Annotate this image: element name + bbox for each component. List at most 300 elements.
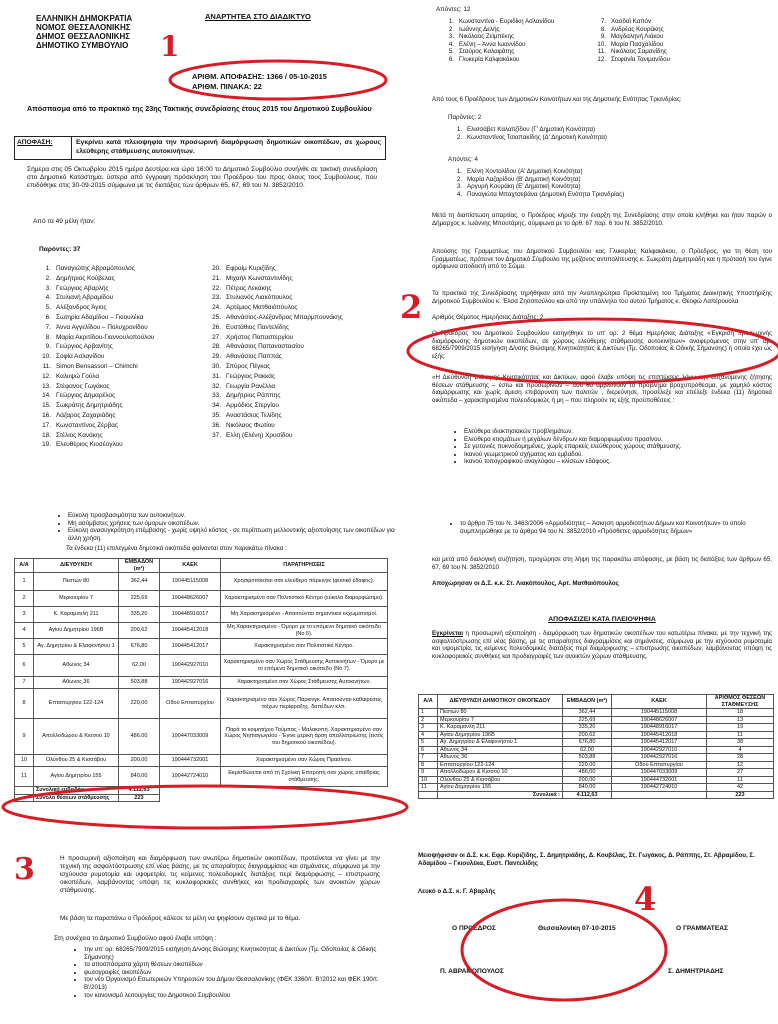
list-text: Ελευθέριος Κιοσέογλου [56,441,123,449]
present-member [203,303,403,313]
table-cell: 335,20 [119,607,160,623]
list-number: 5. [45,304,51,312]
present-member [203,372,403,382]
considered-bullet: • τα αποσπάσματα χάρτη θέσεων οικοπέδων [84,961,394,969]
table-row [419,709,774,717]
table-row [419,769,774,777]
table-cell: 42 [707,784,774,792]
abstain-note: Αποχώρησαν οι Δ.Σ. κ.κ. Στ. Λιακόπουλος, Αρτ. Ματθαιόπουλος [432,580,619,587]
header-line: ΔΗΜΟΣ ΘΕΣΣΑΛΟΝΙΚΗΣ [36,32,131,41]
secretary-title: Ο ΓΡΑΜΜΑΤΕΑΣ [676,925,728,932]
list-number: 36. [212,421,221,429]
list-number: 29. [212,353,221,361]
considered-bullets [70,946,394,999]
table-header: Α/Α [419,695,438,709]
list-text: Γεώργιος Αρβανίτης [56,343,113,351]
table-header: ΚΑΕΚ [160,559,221,573]
list-number: 3. [456,183,462,191]
present-member [203,274,403,284]
list-text: Γεώργιος Δημαρέλος [56,392,116,400]
considered-bullet: • φωτογραφίες οικοπέδων [84,969,394,977]
chair-absent [448,191,768,199]
list-number: 15. [42,402,51,410]
absent-member [592,41,762,49]
list-text: Νικόλαος Φωτίου [226,421,275,429]
paragraph-secretary: Απούσης της Γραμματέως του Δημοτικού Συμβουλίου κας Γλυκερίας Καλφακάκου, ο Πρόεδρος, για τη θέση του Γραμματέως, πρότεινε τον Δημοτικό Σύμβουλο της μείζονος αντιπολίτευσης κ. Σωκράτη Δημητριάδη και η πρότασή του έγινε ομόφωνα αποδεκτή από το Σώμα. [432,248,772,271]
chair-absent [448,168,768,176]
table-row [419,754,774,762]
table-cell: 190442724010 [160,767,221,787]
header-line: ΝΟΜΟΣ ΘΕΣΣΑΛΟΝΙΚΗΣ [36,23,131,32]
table-header: ΑΡΙΘΜΟΣ ΘΕΣΕΩΝ ΣΤΑΘΜΕΥΣΗΣ [707,695,774,709]
present-member [203,431,403,441]
criteria-bullet: • Μη ασύμβατες χρήσεις των όμορων οικοπέδων. [68,520,398,528]
present-member [203,352,403,362]
annotation-number-1: 1 [160,30,180,63]
table-row [419,724,774,732]
list-number: 14. [42,392,51,400]
paragraph-vote: Με βάση τα παραπάνω ο Πρόεδρος κάλεσε τα μέλη να ψηφίσουν σχετικά με το θέμα. [60,915,301,922]
table-cell: 8 [15,689,34,719]
criteria-bullets [54,512,398,542]
table-cell: Αγίου Δημητρίου 196Β [438,731,563,739]
list-number: 4. [456,190,462,198]
absent-member [592,18,762,26]
table-cell: Οδού Επταπυργίου [160,689,221,719]
list-text: Δημήτριος Κούβελας [56,274,115,282]
president-name: Π. ΑΒΡΑΜΟΠΟΥΛΟΣ [440,968,504,975]
table-row [419,716,774,724]
list-text: Μαρία Λαζαρίδου (Β' Δημοτική Κοινότητα) [467,175,581,183]
table-cell: 11 [15,767,34,787]
list-text: Χρήστος Παπαστεργίου [226,333,294,341]
list-text: Λάζαρος Ζαχαριάδης [56,411,116,419]
decision-no: ΑΡΙΘΜ. ΑΠΟΦΑΣΗΣ: 1366 / 05-10-2015 [192,72,327,81]
present-member [203,401,403,411]
list-text: Σοφία Ασλανίδου [56,353,105,361]
list-number: 5. [448,48,454,56]
list-text: Κωνσταντίνος Ζέρβας [56,421,119,429]
criteria-bullet: • Εύκολη ανασυγκρότηση επέμβασης - χωρίς υψηλό κόστος - σε περίπτωση μελλοντικής αξιοποίησης των οικοπέδων για άλλη χρήση. [68,527,398,542]
table-cell: 190445412017 [612,739,707,747]
list-number: 7. [45,323,51,331]
table-cell: 8 [419,761,438,769]
plots-table-1 [14,558,388,802]
table-cell: Μερκουρίου 7 [34,591,119,607]
list-number: 1. [45,265,51,272]
criteria-bullet: • Εύκολη προσβασιμότητα των αυτοκινήτων. [68,512,398,520]
table-cell: 11 [707,731,774,739]
table-header: ΕΜΒΑΔΟΝ (m²) [563,695,612,709]
list-text: Αναστάσιος Τελίδης [226,411,282,419]
list-number: 24. [212,304,221,312]
present-member [33,274,223,284]
table-cell: Απολλοδώρου & Κισσού 10 [438,769,563,777]
list-text: Μαρία Πασχαλίδου [611,40,664,48]
plots-table-2 [418,694,774,799]
list-text: Ιωάννης Δελής [459,25,500,33]
absent-list-col2 [592,18,762,64]
requirement-bullet: • Ικανού τοπογραφικού αναγλύφου – κλίσεων εδάφους. [464,458,778,466]
list-text: Στέφανος Γωγάκος [56,382,110,390]
total-places: 223 [707,791,774,799]
table-row [15,573,388,591]
list-number: 2. [456,133,462,141]
list-number: 30. [212,362,221,370]
table-cell: 200,00 [563,776,612,784]
list-number: 9. [600,33,606,41]
present-member [33,333,223,343]
table-no: ΑΡΙΘΜ. ΠΙΝΑΚΑ: 22 [192,82,262,91]
table-cell: 362,44 [119,573,160,591]
present-member [203,362,403,372]
list-number: 27. [212,333,221,341]
table-row [15,677,388,689]
table-cell: Αγίου Δημητρίου 196Β [34,623,119,639]
list-number: 11. [42,362,51,370]
table-header: ΔΙΕΥΘΥΝΣΗ ΔΗΜΟΤΙΚΟΥ ΟΙΚΟΠΕΔΟΥ [438,695,563,709]
table-cell: 190448916017 [612,724,707,732]
table-cell: 190442724010 [612,784,707,792]
annotation-number-4: 4 [634,880,657,918]
table-cell: 190447033009 [160,719,221,755]
decision-lead: Εγκρίνεται [432,630,464,637]
list-number: 4. [448,40,454,48]
list-text: Κωνσταντίνος Τσιαπακίδης (Δ' Δημοτική Κοινότητα) [467,133,607,141]
dissent-note: Μειοψήφισαν οι Δ.Σ. κ.κ. Εφρ. Κυριζίδης, Σ. Δημητριάδης, Δ. Κουβέλας, Στ. Γωγάκος, Δ. Ράππης, Στ. Αβραμίδου, Σ. Αδαμίδου – Γκιουλέκα, Ευστ. Παντελίδης [418,852,755,867]
list-text: Αργυρή Κουράκη (Ε' Δημοτική Κοινότητα) [467,183,581,191]
list-number: 2. [448,25,454,33]
chairs-absent-label: Απόντες: 4 [448,156,478,163]
present-member [33,372,223,382]
requirement-bullets [450,428,778,466]
table-cell: Μερκουρίου 7 [438,716,563,724]
list-text: Πέτρος Λεκάκης [226,284,272,292]
decision-label: ΑΠΟΦΑΣΗ: [15,137,72,159]
table-cell: 7 [419,754,438,762]
table-cell: 5 [419,739,438,747]
considered-bullet: • τον κανονισμό λειτουργίας του Δημοτικού Συμβουλίου [84,992,394,1000]
chair-absent [448,176,768,184]
table-cell: Χαρακτηρισμένο σαν Χώρος Στάθμευσης Αυτοκινήτων. [221,677,388,689]
table-row [15,623,388,639]
list-text: Εφραίμ Κυριζίδης [226,265,276,272]
list-number: 1. [456,126,462,133]
absent-member [592,33,762,41]
table-cell: Χαρακτηρισμένο σαν Χώρος Πρασίνου. [221,755,388,767]
present-member [33,382,223,392]
present-member [33,431,223,441]
total-places-value: 223 [119,794,160,802]
list-number: 37. [212,431,221,439]
table-header: ΚΑΕΚ [612,695,707,709]
list-text: Γεώργιος Ρακκάς [226,372,276,380]
list-text: Ανδρέας Κουράκης [611,25,664,33]
table-cell: Κ. Καραμανλή 211 [438,724,563,732]
list-number: 19. [42,441,51,449]
agenda-item-number: Αριθμός Θέματος Ημερήσιας Διάταξης: 2 [432,314,544,321]
list-text: Σταύρος Καλαφάτης [459,48,515,56]
decision-summary-box [14,136,386,160]
table-cell: Χρησιμοποιείται σαν ελεύθερο πάρκινγκ (φυσικό έδαφος). [221,573,388,591]
table-cell: 190444732001 [160,755,221,767]
table-cell: 7 [15,677,34,689]
list-text: Ελλη (Ελένη) Χρυσίδου [226,431,293,439]
list-number: 20. [212,265,221,272]
table-cell: Αγίου Δημητρίου 155 [34,767,119,787]
list-text: Ελένη Χοντολίδου (Α' Δημοτική Κοινότητα) [467,168,583,175]
present-member [203,421,403,431]
decision-summary-text: Εγκρίνει κατά πλειοψηφία την προσωρινή διαμόρφωση δημοτικών οικοπέδων, σε χώρους ελεύθερης στάθμευσης αυτοκινήτων. [76,139,381,155]
table-cell: 10 [419,776,438,784]
table-cell: 190444732001 [612,776,707,784]
list-number: 9. [45,343,51,351]
present-member [33,352,223,362]
present-member [203,382,403,392]
present-member [203,284,403,294]
table-cell: Απολλοδώρου & Κισσού 10 [34,719,119,755]
table-cell: 38 [707,739,774,747]
table-cell: 190445115008 [612,709,707,717]
table-header: ΕΜΒΑΔΟΝ (m²) [119,559,160,573]
requirement-bullet: • Σε γειτονιές πυκνοδομημένες, χωρίς επαρκείς ελεύθερους χώρους στάθμευσης. [464,443,778,451]
decision-number [192,72,327,92]
table-cell: 12 [707,761,774,769]
list-number: 6. [448,55,454,63]
chairs-present-label: Παρόντες: 2 [448,114,482,121]
list-number: 4. [45,294,51,302]
table-cell: 200,62 [563,731,612,739]
table-cell: 190448916017 [160,607,221,623]
present-member [203,293,403,303]
table-cell: 5 [15,639,34,655]
present-member [203,391,403,401]
present-member [33,342,223,352]
table-row [15,755,388,767]
list-number: 8. [45,333,51,341]
table-cell: 4 [15,623,34,639]
absent-member [440,48,610,56]
law-bullet-list [446,520,778,535]
chairs-intro: Από τους 6 Προέδρους των Δημοτικών Κοινοτήτων και της Δημοτικής Ενότητας Τριανδρίας: [432,96,682,103]
table-cell: Χαρακτηρισμένο σαν Πολιτιστικό Κέντρο (εύκολα διαμορφώσιμο). [221,591,388,607]
table-cell: 2 [15,591,34,607]
header-line: ΔΗΜΟΤΙΚΟ ΣΥΜΒΟΥΛΙΟ [36,41,129,50]
table-cell: 486,00 [563,769,612,777]
table-cell: 200,00 [119,755,160,767]
absent-member [440,18,610,26]
list-text: Σπύρος Πέγκας [226,362,271,370]
blank-vote-note: Λευκό ο Δ.Σ. κ. Γ. Αβαρλής [418,888,496,895]
paragraph-paving: Η προσωρινή αξιοποίηση και διαμόρφωση των ανωτέρω δημοτικών οικοπέδων, προτείνεται να γίνει με την τεχνική της ασφαλτόστρωσης επί νέας βάσης, με τις απαραίτητες διαγραμμίσεις και σημάνσεις, σύμφωνα με την ισχύουσα ρυμοτομία και υψομετρία, τις κείμενες πολεοδομικές διατάξεις περί διαμόρφωσης – επιστρωσης οικοπέδων, λαμβάνοντας υπόψη τις κυκλοφοριακές συνθήκες και προδιαγραφές των ανοικτών χώρων στάθμευσης. [60,855,380,894]
absent-member [592,48,762,56]
table-cell: 6 [15,655,34,677]
list-text: Σωτηρία Αδαμίδου – Γκιουλέκα [56,313,144,321]
table-row [419,761,774,769]
list-number: 11. [597,48,606,56]
present-member [33,293,223,303]
list-text: Αθανάσιος Παπαναστασίου [226,343,304,351]
list-number: 35. [212,411,221,419]
list-text: Αρτέμιος Ματθαιόπουλος [226,304,298,312]
table-row [15,639,388,655]
table-cell: Χαρακτηρισμένο σαν Χώρος Πάρκινγκ. Απαιτούνται καθαιρέσεις τοίχων περίφραξης, δαπέδων κλπ. [221,689,388,719]
list-number: 3. [448,33,454,41]
table-header: Α/Α [15,559,34,573]
table-cell: 190445412018 [612,731,707,739]
list-number: 10. [42,353,51,361]
chairs-present-list [448,126,768,141]
considered-bullet: • την υπ' αρ. 68265/7909/2015 εισήγηση Δ/νσης Βιώσιμης Κινητικότητας & Δικτύων (Τμ. Οδοποιίας & Οδικής Σήμανσης) [84,946,394,961]
table-cell: 3 [15,607,34,623]
total-label: Συνολικά : [438,791,563,799]
header-line: ΕΛΛΗΝΙΚΗ ΔΗΜΟΚΡΑΤΙΑ [36,14,133,23]
table-cell: 190442927016 [612,754,707,762]
list-text: Μαγδαληνή Λιάκου [611,33,664,41]
table-row [15,591,388,607]
list-number: 25. [212,313,221,321]
list-text: Simon Bensasson – Chimchi [56,362,138,370]
issuer-header [36,14,211,50]
list-number: 3. [45,284,51,292]
secretary-name: Σ. ΔΗΜΗΤΡΙΑΔΗΣ [668,968,724,975]
list-number: 16. [42,411,51,419]
present-member [33,362,223,372]
table-row [419,776,774,784]
list-text: Γεωργία Ρανέλλα [226,382,276,390]
present-member [203,313,403,323]
session-intro: Σήμερα στις 05 Οκτωβρίου 2015 ημέρα Δευτέρα και ώρα 16:00 το Δημοτικό Συμβούλιο συνήλθε σε τακτική συνεδρίαση στο Δημοτικό Κατάστημα, ύστερα από έγγραφη πρόσκληση του Προέδρου του προς όλους τους Συμβούλους, που επιδόθηκε στις 30-09-2015 σύμφωνα με τις διατάξεις των άρθρων 65, 67, 69 του Ν. 3852/2010. [27,166,377,190]
table-cell: Ολύνθου 25 & Κισσάβου [34,755,119,767]
total-area-label: Συνολικό εμβαδόν [34,787,119,795]
table-cell: Πεστών 80 [34,573,119,591]
table-cell: 1 [15,573,34,591]
chair-present [448,126,768,134]
absent-member [440,26,610,34]
table-cell: Αθωνος 36 [34,677,119,689]
table-cell: Αγ. Δημητρίου & Ελαφονήσου 1 [34,639,119,655]
table-row [15,689,388,719]
absent-member [440,33,610,41]
list-text: Γλυκερία Καλφακάκου [459,55,520,63]
table-cell: 190445412018 [160,623,221,639]
list-text: Ελισσάβετ Καλαϊτζίδου (Γ' Δημοτική Κοινότητα) [467,126,596,133]
table-cell: 4 [419,731,438,739]
table-cell: Επταπυργίου 122-124 [34,689,119,719]
absent-member [440,56,610,64]
table-row [419,784,774,792]
table-cell: 190448626007 [612,716,707,724]
list-number: 12. [42,372,51,380]
table-cell: 27 [707,769,774,777]
total-places-label: Σύνολο θέσεων στάθμευσης [34,794,119,802]
table-cell: 676,80 [119,639,160,655]
table-cell: Εκμισθώνεται από τη Σχολική Επιτροπή σαν χώρος υπαίθριας στάθμευσης. [221,767,388,787]
present-member [33,323,223,333]
table-row [419,731,774,739]
present-member [33,303,223,313]
present-member [203,333,403,343]
list-text: Ευστάθιος Παντελίδης [226,323,289,331]
table-cell: Αγίου Δημητρίου 155 [438,784,563,792]
table-cell: 190448626007 [160,591,221,607]
table-cell: Αθωνος 34 [34,655,119,677]
table-row [15,719,388,755]
list-text: Στέλιος Κανάκης [56,431,103,439]
table-cell: 840,00 [119,767,160,787]
table-cell: 62,00 [563,746,612,754]
requirement-bullet: • Ελεύθερα κτισμάτων ή μεγάλων δένδρων και διαμορφωμένου πρασίνου. [464,436,778,444]
paragraph-agenda-item: Ο Πρόεδρος του Δημοτικού Συμβουλίου εισηγήθηκε το υπ' αρ. 2 θέμα Ημερήσιας Διάταξης «Έγκριση προσωρινής διαμόρφωσης δημοτικών οικοπέδων, σε χώρους ελεύθερης στάθμευσης αυτοκινήτων» αναφερόμενος στην υπ' αρ. 68265/7909/2015 εισήγηση Δ/νσης Βιώσιμης Κινητικότητας & Δικτύων (Τμ. Οδοποιίας & Οδικής Σήμανσης) η οποία έχει ως εξής: [432,330,772,360]
present-member [33,391,223,401]
present-member [33,284,223,294]
list-text: Άννα Αγγελίδου – Πολυχρονίδου [56,323,148,331]
table-cell: Παρά το κοιμητήριο Τούμπας - Μαλακοπή. Χαρακτηρισμένο σαν Χώρος Νηπιαγωγείου - Έγινε μερική άρση απαλλοτρίωσης (εκτός του δημοτικού οικοπέδου). [221,719,388,755]
chairs-absent-list [448,168,768,198]
list-text: Χασδαϊ Καπόν [611,18,652,25]
list-number: 17. [42,421,51,429]
list-text: Παναγιώτα Μπαχτσεβάνα (Δημοτική Ενότητα Τριανδρίας) [467,190,625,198]
list-number: 33. [212,392,221,400]
total-area: 4.112,63 [563,791,612,799]
list-text: Στεφανία Τανιμανίδου [611,55,670,63]
list-text: Μαρία Ακριτίδου-Γιαννουλοπούλου [56,333,155,341]
list-number: 13. [42,382,51,390]
list-number: 28. [212,343,221,351]
table-cell: 6 [419,746,438,754]
present-member [203,342,403,352]
decision-title: ΑΠΟΦΑΣΙΖΕΙ ΚΑΤΑ ΠΛΕΙΟΨΗΦΙΑ [548,616,656,623]
table-cell: Κ. Καραμανλή 211 [34,607,119,623]
members-of: Από τα 49 μέλη ήταν: [33,218,96,225]
list-number: 1. [456,168,462,175]
annotation-number-2: 2 [400,288,423,326]
table-cell: 220,00 [563,761,612,769]
list-number: 8. [600,25,606,33]
list-number: 6. [45,313,51,321]
list-text: Νικόλαος Σαμανίδης [611,48,667,56]
paragraph-considered: Στη συνέχεια το Δημοτικό Συμβούλιο αφού έλαβε υπόψη : [54,935,217,942]
table-cell: 3 [419,724,438,732]
table-cell: 335,20 [563,724,612,732]
present-member [203,411,403,421]
table-cell: 503,88 [563,754,612,762]
list-text: Αλέξανδρος Άγιος [56,304,107,312]
table-cell: 220,00 [119,689,160,719]
present-member [203,264,403,274]
table-cell: 190447033009 [612,769,707,777]
table-cell: 676,80 [563,739,612,747]
absent-member [592,26,762,34]
list-text: Ελένη – Άννα Ιωαννίδου [459,40,526,48]
list-text: Στυλιανός Λιακόπουλος [226,294,293,302]
paragraph-agenda-continuation: «Η Διεύθυνση Βιώσιμης Κινητικότητας και Δικτύων, αφού έλαβε υπόψη τις επιπτώσεις λόγω της αυξανόμενης ζήτησης θέσεων στάθμευσης – έστω και προσωρινών – που θα αμβλύνουν το πρόβλημα βραχυπρόθεσμα, με χαμηλό κόστος διαμόρφωσης και χωρίς άμεση επιβάρυνση των πολιτών , διερεύνησε, προσέλεξε και επέλεξε ένδεκα (11) δημοτικά οικόπεδα – χαρακτηρισμένα πολεοδομικώς ή μη – που πληρούν τις εξής προϋποθέσεις : [432,374,772,404]
list-number: 2. [456,175,462,183]
list-text: Δημήτριος Ράππης [226,392,281,400]
table-header: ΠΑΡΑΤΗΡΗΣΕΙΣ [221,559,388,573]
table-cell: Επταπυργίου 122-124 [438,761,563,769]
list-text: Νικόλαος Ζεϊμπέκης [459,33,514,41]
table-cell: 4 [707,746,774,754]
list-number: 1. [448,18,454,25]
list-text: Αθανάσιος Παππάς [226,353,282,361]
table-cell: 62,00 [119,655,160,677]
table-cell: 225,69 [563,716,612,724]
requirement-bullet: • Ικανού γεωμετρικού σχήματος και εμβαδού. [464,451,778,459]
list-text: Αρμόδιος Στεργίου [226,402,279,410]
table-cell: 225,69 [119,591,160,607]
table-row [419,746,774,754]
